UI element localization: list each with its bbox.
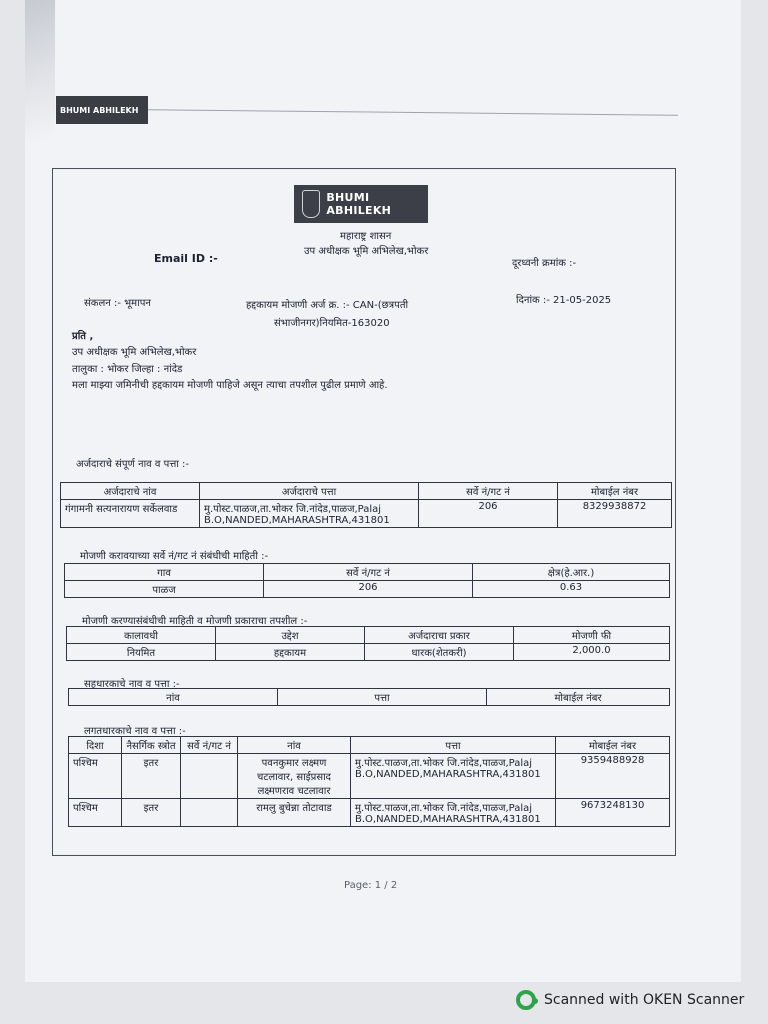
coholder-table [68,688,670,706]
scanner-watermark: Scanned with OKEN Scanner [516,990,744,1010]
applicant-table [60,482,672,528]
state-title: महाराष्ट्र शासन [340,231,392,242]
email-label: Email ID :- [154,252,218,265]
neighbors-table [68,736,670,827]
bhumi-abhilekh-logo: BHUMI ABHILEKH [294,185,428,223]
table-header-row: नांव पत्ता मोबाईल नंबर [69,689,670,706]
table-header-row: कालावधी उद्देश अर्जदाराचा प्रकार मोजणी फी [67,627,670,644]
neighbors-section-title: लगतधारकाचे नाव व पत्ता :- [84,726,186,737]
sankalan: संकलन :- भूमापन [84,298,151,309]
application-number-2: संभाजीनगर)नियमित-163020 [274,318,390,329]
application-number-1: हद्दकायम मोजणी अर्ज क्र. :- CAN-(छत्रपती [246,300,409,311]
phone-label: दूरध्वनी क्रमांक :- [512,258,577,269]
measurement-table [66,626,670,661]
bhumi-abhilekh-top-logo: BHUMI ABHILEKH [56,96,148,124]
oken-scanner-icon [516,990,536,1010]
prati: प्रति , [72,331,94,342]
date: दिनांक :- 21-05-2025 [516,295,612,306]
address-line-2: तालुका : भोकर जिल्हा : नांदेड [72,364,183,375]
survey-table [64,563,670,598]
survey-section-title: मोजणी करावयाच्या सर्वे नं/गट नं संबंधीची माहिती :- [80,551,269,562]
table-row: पश्चिम इतर पवनकुमार लक्ष्मण चटलावार, साईप्रसाद लक्ष्मणराव चटलावार मु.पोस्ट.पाळज,ता.भोकर जि.नांदेड,पाळज,Palaj B.O,NANDED,MAHARASHTRA,431801 9359488928 [69,754,670,799]
coholder-section-title: सहधारकाचे नाव व पत्ता :- [84,679,180,690]
request-text: मला माझ्या जमिनीची हद्दकायम मोजणी पाहिजे असून त्याचा तपशील पुढील प्रमाणे आहे. [72,380,388,391]
table-row: पाळज 206 0.63 [65,581,670,598]
table-header-row: गाव सर्वे नं/गट नं क्षेत्र(हे.आर.) [65,564,670,581]
table-row: नियमित हद्दकायम धारक(शेतकरी) 2,000.0 [67,644,670,661]
address-line-1: उप अधीक्षक भूमि अभिलेख,भोकर [72,347,197,358]
table-header-row: अर्जदाराचे नांव अर्जदाराचे पत्ता सर्वे नं/गट नं मोबाईल नंबर [61,483,672,500]
applicant-section-title: अर्जदाराचे संपूर्ण नाव व पत्ता :- [76,459,189,470]
page-number: Page: 1 / 2 [344,880,398,891]
table-row: गंगामनी सत्यनारायण सर्केलवाड मु.पोस्ट.पाळज,ता.भोकर जि.नांदेड,पाळज,Palaj B.O,NANDED,MAHARASHTRA,431801 206 8329938872 [61,500,672,528]
emblem-icon [302,190,320,218]
table-row: पश्चिम इतर रामलु बुचेन्ना तोटावाड मु.पोस्ट.पाळज,ता.भोकर जि.नांदेड,पाळज,Palaj B.O,NANDED,MAHARASHTRA,431801 9673248130 [69,799,670,827]
office-title: उप अधीक्षक भूमि अभिलेख,भोकर [304,246,429,257]
measurement-section-title: मोजणी करण्यासंबंधीची माहिती व मोजणी प्रकाराचा तपशील :- [82,616,308,627]
page-fold-shadow [25,0,55,200]
table-header-row: दिशा नैसर्गिक स्त्रोत सर्वे नं/गट नं नांव पत्ता मोबाईल नंबर [69,737,670,754]
